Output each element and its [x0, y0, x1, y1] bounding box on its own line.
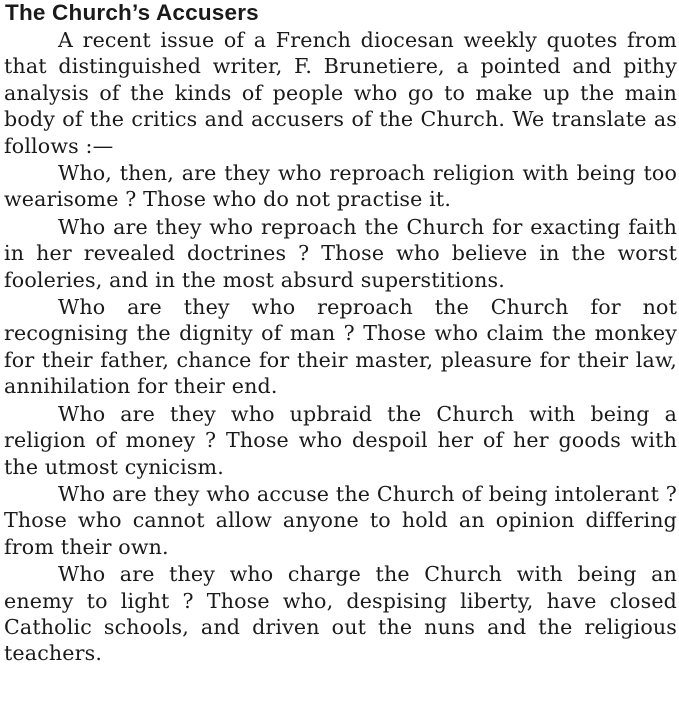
- article-paragraph: Who are they who upbraid the Church with being a religion of money ? Those who despoil her of her goods with the utmost cynicism.: [4, 401, 677, 479]
- article: [4, 0, 677, 667]
- article-paragraph: Who, then, are they who reproach religion with being too wearisome ? Those who do not practise it.: [4, 161, 677, 212]
- article-title: The Church’s Accusers: [5, 0, 259, 25]
- article-paragraph: Who are they who charge the Church with being an enemy to light ? Those who, despising liberty, have closed Catholic schools, and driven out the nuns and the religious teachers.: [4, 562, 677, 666]
- article-paragraph: Who are they who reproach the Church for not recognising the dignity of man ? Those who claim the monkey for their father, chance for their master, pleasure for their law, annihilation for their end.: [4, 295, 677, 399]
- article-paragraph: A recent issue of a French diocesan weekly quotes from that distinguished writer, F. Brunetiere, a pointed and pithy analysis of the kinds of people who go to make up the main body of the critics and accusers of the Church. We translate as follows :—: [4, 28, 677, 158]
- article-paragraph: Who are they who accuse the Church of being intolerant ? Those who cannot allow anyone to hold an opinion differing from their own.: [4, 481, 677, 559]
- article-body: [4, 27, 677, 667]
- article-paragraph: Who are they who reproach the Church for exacting faith in her revealed doctrines ? Those who believe in the worst fooleries, and in the most absurd superstitions.: [4, 214, 677, 292]
